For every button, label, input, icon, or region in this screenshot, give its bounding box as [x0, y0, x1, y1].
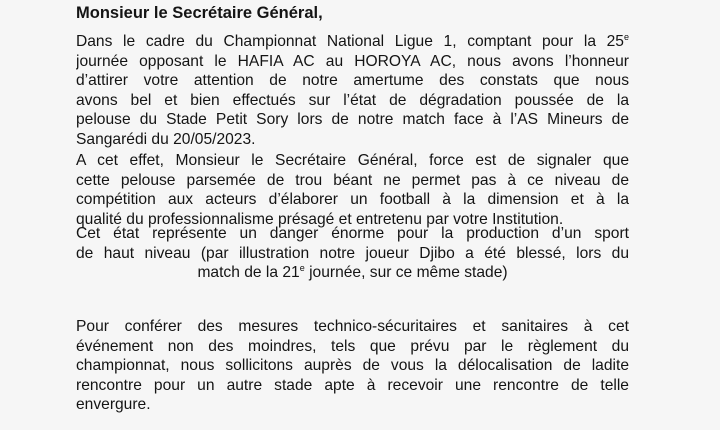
text-line: envergure. [76, 396, 151, 414]
text-line: pelouse du Stade Petit Sory lors de notre match face à l’AS Mineurs de [76, 111, 629, 129]
text-line: journée opposant le HAFIA AC au HOROYA AC, nous avons l’honneur [76, 52, 629, 70]
text-line: événement non des moindres, tels que prévu par le règlement du [76, 337, 629, 355]
text-line: avons bel et bien effectués sur l’état de dégradation poussée de la [76, 91, 629, 109]
text-line [76, 32, 629, 52]
text-line: compétition aux acteurs d’élaborer un football à la dimension et à la [76, 191, 629, 209]
text-line: de haut niveau (par illustration notre joueur Djibo a été blessé, lors du [76, 244, 629, 262]
superscript: e [299, 263, 305, 273]
paragraph-pitch-condition [76, 151, 629, 229]
text-line: Cet état représente un danger énorme pour la production d’un sport [76, 225, 629, 242]
text-line [76, 263, 629, 283]
text-line: Sangarédi du 20/05/2023. [76, 130, 256, 148]
text-line: qualité du professionnalisme présagé et entretenu par votre Institution. [76, 210, 564, 228]
text-line: championnat, nous sollicitons auprès de vous la délocalisation de ladite [76, 357, 629, 375]
paragraph-match-context [76, 32, 629, 150]
text-line: A cet effet, Monsieur le Secrétaire Général, force est de signaler que [76, 152, 629, 169]
paragraph-relocation-request [76, 317, 629, 415]
text-line: d’attirer votre attention de notre amertume des constats que nous [76, 72, 629, 90]
text-line: Pour conférer des mesures technico-sécuritaires et sanitaires à cet [76, 318, 629, 335]
superscript: e [623, 32, 629, 42]
text-line: rencontre pour un autre stade apte à recevoir une rencontre de telle [76, 376, 629, 394]
text-line: cette pelouse parsemée de trou béant ne permet pas à ce niveau de [76, 171, 629, 189]
paragraph-danger [76, 224, 629, 283]
text-line-part: match de la 21 [197, 264, 300, 282]
text-line-main: Dans le cadre du Championnat National Ligue 1, comptant pour la 25 [76, 33, 624, 50]
text-line-part: journée, sur ce même stade) [304, 264, 508, 282]
salutation: Monsieur le Secrétaire Général, [76, 4, 323, 22]
